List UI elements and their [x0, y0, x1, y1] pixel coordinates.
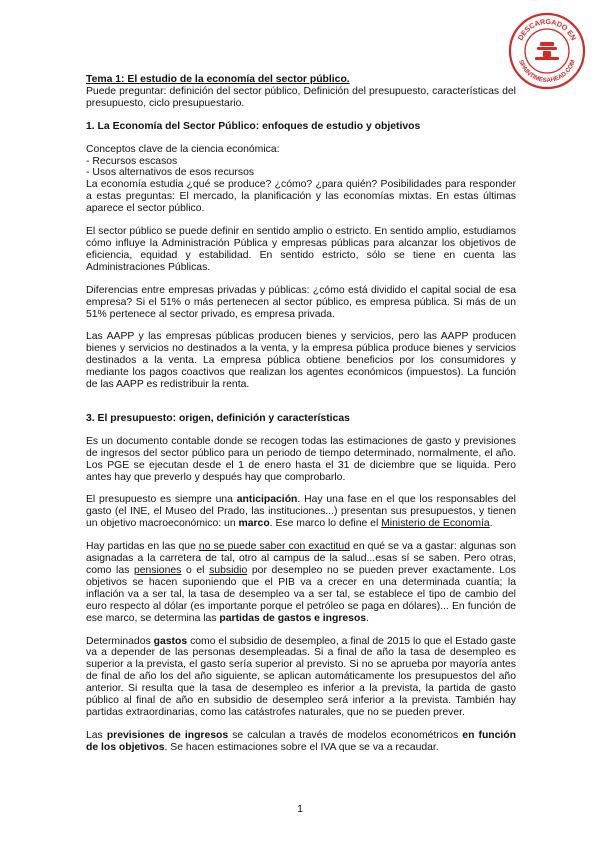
section-3-heading: 3. El presupuesto: origen, definición y características — [86, 412, 350, 424]
paragraph: La economía estudia ¿qué se produce? ¿cómo? ¿para quién? Posibilidades para responder a estas preguntas: El mercado, la planificación y las economías mixtas. En estas últimas aparece el sector público. — [86, 179, 516, 215]
paragraph: Es un documento contable donde se recogen todas las estimaciones de gasto y previsiones de ingresos del sector público para un periodo de tiempo determinado, normalmente, el año. Los PGE se ejecutan desde el 1 de enero hasta el 31 de diciembre que se liquida. Pero antes hay que preverlo y después hay que comprobarlo. — [86, 435, 516, 483]
paragraph: El sector público se puede definir en sentido amplio o estricto. En sentido amplio, estudiamos cómo influye la Administración Pública y empresas públicas para alcanzar los objetivos de eficiencia, equidad y estabilidad. En sentido estricto, sólo se tiene en cuenta las Administraciones Públicas. — [86, 226, 516, 273]
paragraph: Determinados gastos como el subsidio de desempleo, a final de 2015 lo que el Estado gaste va a depender de las personas desempleadas. Si a final de año la tasa de desempleo es superior a la prevista, el gasto sería superior al previsto. Si no se aprueba por mayoría antes de final de año los del año siguiente, se aplican automáticamente los presupuestos del año anterior. Si resulta que la tasa de desempleo es inferior a la prevista, la partida de gasto público al final de año en subsidio de desempleo será inferior a la prevista. También hay partidas extraordinarias, como las catástrofes naturales, que no se pueden prever. — [86, 635, 516, 718]
svg-text:SPAINTIMESAHEAD.COM: SPAINTIMESAHEAD.COM — [517, 58, 577, 85]
stamp-logo — [507, 11, 587, 91]
intro-paragraph: Puede preguntar: definición del sector público, Definición del presupuesto, características del presupuesto, ciclo presupuestario. — [86, 85, 516, 109]
bullet-item: - Recursos escasos — [86, 155, 178, 167]
document-body — [86, 74, 516, 754]
bullet-item: - Usos alternativos de esos recursos — [86, 167, 255, 179]
paragraph: Las previsiones de ingresos se calculan a través de modelos econométricos en función de los objetivos. Se hacen estimaciones sobre el IVA que se va a recaudar. — [86, 729, 517, 753]
paragraph: El presupuesto es siempre una anticipación. Hay una fase en el que los responsables del gasto (el INE, el Museo del Prado, las instituciones...) presentan sus presupuestos, y tienen un objetivo macroeconómico: un marco. Ese marco lo define el Ministerio de Economía. — [86, 494, 516, 530]
page-number: 1 — [297, 803, 303, 815]
paragraph: Diferencias entre empresas privadas y públicas: ¿cómo está dividido el capital social de esa empresa? Si el 51% o más pertenecen al sector público, es empresa pública. Si más de un 51% pertenece al sector privado, es empresa privada. — [86, 284, 516, 320]
concepts-line: Conceptos clave de la ciencia económica: — [86, 143, 280, 155]
svg-text:DESCARGADO EN: DESCARGADO EN — [515, 16, 579, 42]
paragraph: Las AAPP y las empresas públicas producen bienes y servicios, pero las AAPP producen bienes y servicios no destinados a la venta, y la empresa pública produce bienes y servicios destinados a la venta. La empresa pública obtiene beneficios por los consumidores y mediante los pagos coactivos que realizan los agentes económicos (impuestos). La función de las AAPP es redistribuir la renta. — [86, 331, 516, 391]
paragraph: Hay partidas en las que no se puede saber con exactitud en qué se va a gastar: algunas son asignadas a la carretera de tal, otro al campus de la salud...esas sí se saben. Pero otras, como las pensiones o el subsidio por desempleo no se pueden prever exactamente. Los objetivos se hacen suponiendo que el PIB va a crecer en una determinada cuantía; la inflación va a ser tal, la tasa de desempleo va a ser tal, se establece el tipo de cambio del euro respecto al dólar (es importante porque el petróleo se paga en dólares)... En función de ese marco, se determina las partidas de gastos e ingresos. — [86, 541, 516, 624]
section-1-heading: 1. La Economía del Sector Público: enfoques de estudio y objetivos — [86, 120, 421, 132]
document-title: Tema 1: El estudio de la economía del sector público. — [86, 74, 350, 85]
